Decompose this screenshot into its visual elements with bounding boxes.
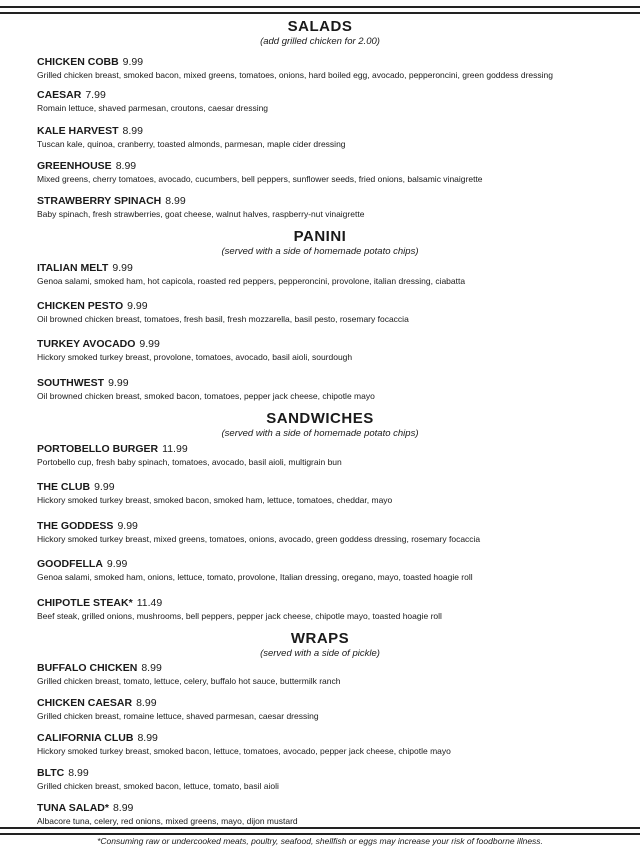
item-name: TURKEY AVOCADO	[37, 338, 136, 350]
item-price: 8.99	[137, 732, 158, 744]
item-name: SOUTHWEST	[37, 377, 105, 389]
top-border-rule	[0, 6, 640, 14]
item-price: 9.99	[117, 520, 138, 532]
item-price: 8.99	[165, 195, 186, 207]
item-description: Tuscan kale, quinoa, cranberry, toasted almonds, parmesan, maple cider dressing	[37, 139, 346, 149]
item-price: 9.99	[127, 300, 148, 312]
section-title: SALADS	[287, 18, 353, 35]
item-price: 8.99	[136, 697, 157, 709]
item-price: 9.99	[106, 558, 128, 570]
item-price: 8.99	[112, 802, 134, 814]
item-name: GREENHOUSE	[37, 160, 112, 172]
item-description: Oil browned chicken breast, tomatoes, fresh basil, fresh mozzarella, basil pesto, rosemary focaccia	[37, 314, 409, 324]
menu-item	[37, 728, 451, 757]
item-description: Hickory smoked turkey breast, smoked bacon, lettuce, tomatoes, avocado, pepper jack cheese, chipotle mayo	[37, 746, 451, 756]
item-name: CAESAR	[37, 89, 82, 101]
item-name: THE GODDESS	[37, 520, 114, 532]
item-price: 8.99	[141, 662, 162, 674]
section-note: (served with a side of homemade potato chips)	[221, 246, 419, 257]
menu-item	[37, 191, 364, 220]
item-price: 8.99	[122, 125, 143, 137]
item-name: CALIFORNIA CLUB	[37, 732, 134, 744]
menu-item	[37, 477, 392, 506]
item-description: Hickory smoked turkey breast, smoked bacon, smoked ham, lettuce, tomatoes, cheddar, mayo	[37, 495, 393, 505]
item-price: 8.99	[115, 160, 137, 172]
item-name: CHIPOTLE STEAK*	[37, 597, 133, 609]
item-price: 9.99	[122, 56, 144, 68]
section-note: (served with a side of pickle)	[260, 648, 380, 659]
item-description: Grilled chicken breast, smoked bacon, lettuce, tomato, basil aioli	[37, 781, 279, 791]
item-description: Mixed greens, cherry tomatoes, avocado, cucumbers, bell peppers, sunflower seeds, fried onions, balsamic vinaigrette	[37, 174, 483, 184]
menu-item	[37, 763, 279, 792]
section-panini	[37, 228, 603, 261]
item-description: Hickory smoked turkey breast, provolone, tomatoes, avocado, basil aioli, sourdough	[37, 352, 353, 362]
section-title: PANINI	[293, 228, 347, 245]
menu-item	[37, 593, 442, 622]
item-description: Beef steak, grilled onions, mushrooms, bell peppers, pepper jack cheese, chipotle mayo, toasted hoagie roll	[37, 611, 442, 621]
section-note: (served with a side of homemade potato chips)	[221, 428, 419, 439]
item-description: Baby spinach, fresh strawberries, goat cheese, walnut halves, raspberry-nut vinaigrette	[37, 209, 365, 219]
item-description: Oil browned chicken breast, smoked bacon, tomatoes, pepper jack cheese, chipotle mayo	[37, 391, 375, 401]
menu-item	[37, 798, 298, 827]
menu-item	[37, 258, 465, 287]
item-name: BUFFALO CHICKEN	[37, 662, 138, 674]
section-title: SANDWICHES	[266, 410, 374, 427]
item-description: Grilled chicken breast, tomato, lettuce, celery, buffalo hot sauce, buttermilk ranch	[37, 676, 341, 686]
menu-item	[37, 554, 473, 583]
item-description: Grilled chicken breast, romaine lettuce, shaved parmesan, caesar dressing	[37, 711, 319, 721]
item-description: Portobello cup, fresh baby spinach, tomatoes, avocado, basil aioli, multigrain bun	[37, 457, 342, 467]
item-name: CHICKEN COBB	[37, 56, 119, 68]
menu-item	[37, 439, 342, 468]
menu-item	[37, 658, 340, 687]
item-description: Romain lettuce, shaved parmesan, croutons, caesar dressing	[37, 103, 269, 113]
menu-item	[37, 85, 268, 114]
menu-item	[37, 156, 483, 185]
menu-item	[37, 693, 319, 722]
item-name: PORTOBELLO BURGER	[37, 443, 159, 455]
item-name: THE CLUB	[37, 481, 91, 493]
section-title: WRAPS	[290, 630, 350, 647]
section-salads	[37, 18, 603, 51]
item-description: Genoa salami, smoked ham, onions, lettuce, tomato, provolone, Italian dressing, oregano, mayo, toasted hoagie roll	[37, 572, 473, 582]
item-name: TUNA SALAD*	[37, 802, 109, 814]
item-price: 11.49	[136, 597, 163, 609]
bottom-border-rule	[0, 827, 640, 835]
item-price: 9.99	[108, 377, 129, 389]
item-name: CHICKEN CAESAR	[37, 697, 133, 709]
menu-item	[37, 52, 553, 81]
menu-item	[37, 296, 409, 325]
item-description: Hickory smoked turkey breast, mixed greens, tomatoes, onions, avocado, green goddess dressing, rosemary focaccia	[37, 534, 481, 544]
item-description: Albacore tuna, celery, red onions, mixed greens, mayo, dijon mustard	[37, 816, 298, 826]
section-note: (add grilled chicken for 2.00)	[260, 36, 380, 47]
item-name: GOODFELLA	[37, 558, 103, 570]
item-description: Grilled chicken breast, smoked bacon, mixed greens, tomatoes, onions, hard boiled egg, avocado, pepperoncini, green goddess dressing	[37, 70, 553, 80]
item-description: Genoa salami, smoked ham, hot capicola, roasted red peppers, pepperoncini, provolone, italian dressing, ciabatta	[37, 276, 466, 286]
item-price: 11.99	[162, 443, 188, 455]
food-safety-disclaimer: *Consuming raw or undercooked meats, poultry, seafood, shellfish or eggs may increase your risk of foodborne illness.	[97, 836, 543, 846]
menu-item	[37, 373, 375, 402]
item-price: 8.99	[68, 767, 89, 779]
item-name: BLTC	[37, 767, 65, 779]
menu-item	[37, 334, 352, 363]
item-name: KALE HARVEST	[37, 125, 119, 137]
item-price: 7.99	[85, 89, 106, 101]
item-name: STRAWBERRY SPINACH	[37, 195, 162, 207]
menu-item	[37, 121, 346, 150]
item-name: ITALIAN MELT	[37, 262, 109, 274]
item-price: 9.99	[94, 481, 115, 493]
item-name: CHICKEN PESTO	[37, 300, 124, 312]
item-price: 9.99	[112, 262, 133, 274]
menu-item	[37, 516, 480, 545]
item-price: 9.99	[139, 338, 160, 350]
